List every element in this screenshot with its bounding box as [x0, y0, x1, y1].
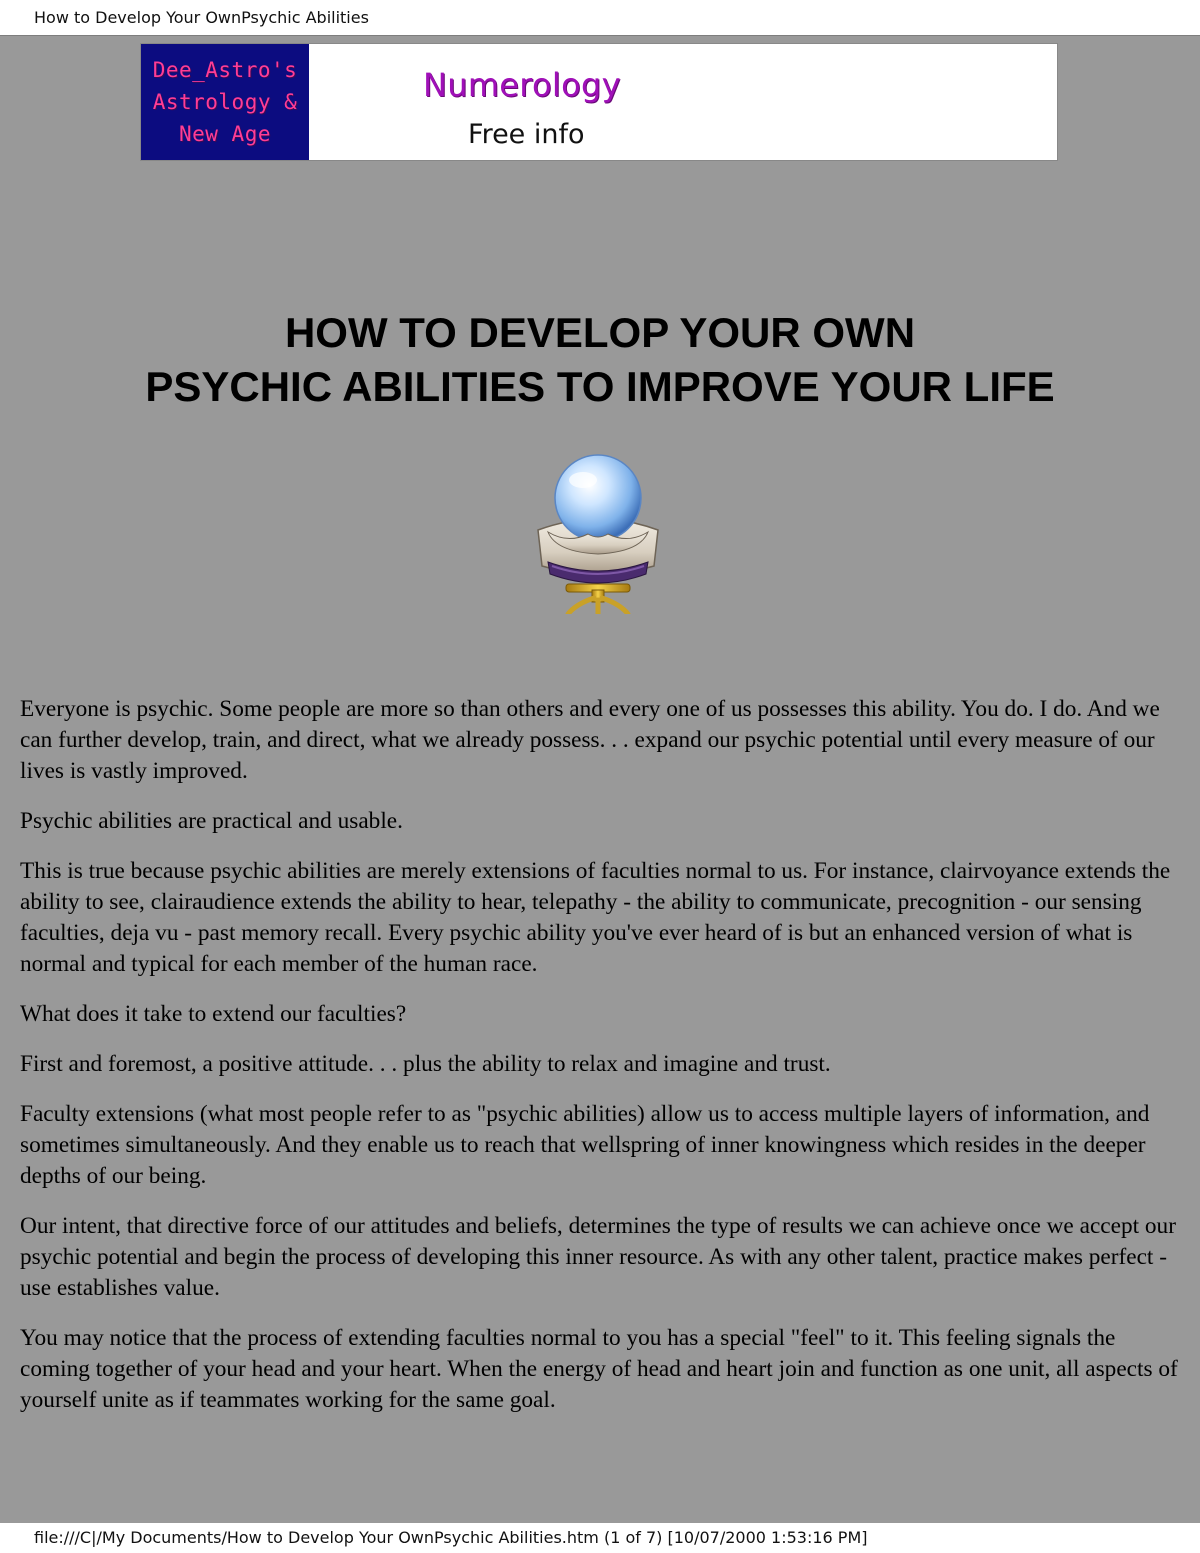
article-paragraph-5: First and foremost, a positive attitude. . . plus the ability to relax and imagine and trust. [20, 1051, 831, 1077]
site-logo[interactable] [141, 44, 309, 160]
article-paragraph-1: Everyone is psychic. Some people are more so than others and every one of us possesses this ability. You do. I do. And we can further develop, train, and direct, what we already possess. . . expand our psychic potential until every measure of our lives is vastly improved. [20, 696, 1160, 784]
article-paragraph-2: Psychic abilities are practical and usable. [20, 808, 403, 834]
banner-title: Numerology [423, 66, 621, 104]
page-title-line-2: PSYCHIC ABILITIES TO IMPROVE YOUR LIFE [145, 363, 1055, 410]
article-paragraph-6: Faculty extensions (what most people refer to as "psychic abilities) allow us to access multiple layers of information, and sometimes simultaneously. And they enable us to reach that wellspring of inner knowingness which resides in the deeper depths of our being. [20, 1101, 1150, 1189]
logo-line-3: New Age [178, 122, 271, 146]
banner-subtitle: Free info [468, 119, 585, 150]
article-paragraph-3: This is true because psychic abilities are merely extensions of faculties normal to us. For instance, clairvoyance extends the ability to see, clairaudience extends the ability to hear, telepathy - the ability to communicate, precognition - our sensing faculties, deja vu - past memory recall. Every psychic ability you've ever heard of is but an enhanced version of what is normal and typical for each member of the human race. [20, 858, 1171, 977]
page-title-line-1: HOW TO DEVELOP YOUR OWN [284, 309, 916, 356]
print-footer-url: file:///C|/My Documents/How to Develop Your OwnPsychic Abilities.htm (1 of 7) [10/07/2000 1:53:16 PM] [34, 1528, 868, 1547]
article-paragraph-8: You may notice that the process of extending faculties normal to you has a special "feel" to it. This feeling signals the coming together of your head and your heart. When the energy of head and heart join and function as one unit, all aspects of yourself unite as if teammates working for the same goal. [20, 1325, 1178, 1413]
crystal-ball-icon [528, 448, 668, 614]
article-body [20, 694, 1185, 1435]
page-title [0, 306, 1200, 414]
page-content [0, 35, 1200, 1523]
logo-line-1: Dee_Astro's [152, 58, 298, 82]
logo-line-2: Astrology & [152, 90, 298, 114]
print-header-title: How to Develop Your OwnPsychic Abilities [34, 8, 369, 27]
article-paragraph-4: What does it take to extend our faculties? [20, 1001, 407, 1027]
numerology-banner[interactable] [140, 43, 1058, 161]
article-paragraph-7: Our intent, that directive force of our attitudes and beliefs, determines the type of results we can achieve once we accept our psychic potential and begin the process of developing this inner resource. As with any other talent, practice makes perfect - use establishes value. [20, 1213, 1176, 1301]
